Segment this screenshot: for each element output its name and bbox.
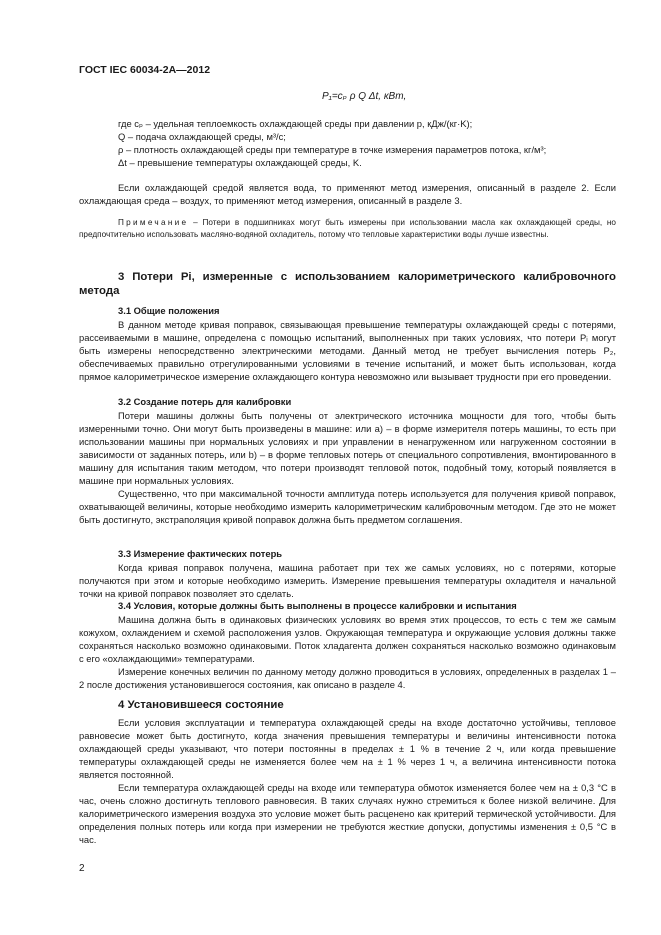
subsection-3-3-title: 3.3 Измерение фактических потерь <box>118 548 283 559</box>
paragraph: Если температура охлаждающей среды на входе или температура обмоток изменяется более чем на ± 0,3 °C в час, очень сложно достигнуть теплового равновесия. В таких случаях нужно стремиться к более низкой величине. Для калориметрического измерения воздуха это условие может быть расценено как критерий термической устойчивости. Для определения полных потерь или когда при измерении не требуются жесткие допуски, допустимы изменения ± 0,5 °C в час. <box>79 782 616 845</box>
subsection-3-3-body <box>79 561 616 600</box>
standard-header: ГОСТ IEC 60034-2А—2012 <box>79 64 211 76</box>
paragraph: Потери машины должны быть получены от электрического источника мощности для того, чтобы быть измеренными точно. Они могут быть произведены в машине: или a) – в форме измерителя потерь машины, то есть при использовании машины при нормальных условиях и при управлении в ненагруженном или нагруженном состоянии в зависимости от заданных потерь, или b) – в форме тепловых потерь от специального сопротивления, вмонтированного в машину для испытания таким методом, что потери производят тепловой поток, подобный тому, который появляется в машине при нормальных условиях. <box>79 410 616 486</box>
variable-definitions <box>118 117 618 169</box>
definition-q: Q – подача охлаждающей среды, м³/с; <box>118 131 286 142</box>
paragraph: Существенно, что при максимальной точности амплитуда потерь используется для получения кривой поправок, охватывающей величины, которые необходимо измерить калориметрическим калибровочным методом. Где это не может быть достигнуто, экстраполяция кривой поправок должна быть предметом соглашения. <box>79 488 616 525</box>
subsection-3-2-body <box>79 409 616 526</box>
paragraph: Когда кривая поправок получена, машина работает при тех же самых условиях, но с потерями, которые получаются при этом и которые необходимо измерить. Измерение превышения температуры охладителя и начальной точки на кривой поправок позволяет это сделать. <box>79 562 616 599</box>
section-3-title: 3 Потери Pi, измеренные с использованием калориметрического калибровочного метода <box>79 271 616 297</box>
section-4-title: 4 Установившееся состояние <box>118 699 284 711</box>
paragraph: Машина должна быть в одинаковых физических условиях во время этих процессов, то есть с тем же самым кожухом, охлаждением и схемой расположения узлов. Окружающая температура и окружающие условия должны также сохраняться насколько возможно одинаковыми. Поток хладагента должен сохраняться насколько возможно одинаковым с его «охлаждающими» температурами. <box>79 614 616 664</box>
note-label: Примечание <box>118 218 189 227</box>
subsection-3-4-title: 3.4 Условия, которые должны быть выполнены в процессе калибровки и испытания <box>118 600 517 611</box>
section-4-body <box>79 716 616 846</box>
definition-rho: ρ – плотность охлаждающей среды при температуре в точке измерения параметров потока, кг/м³; <box>118 144 547 155</box>
formula: P₁=cₚ ρ Q Δt, кВт, <box>322 91 407 102</box>
note-block <box>79 217 616 240</box>
paragraph: Если условия эксплуатации и температура охлаждающей среды на входе достаточно устойчивы, тепловое равновесие может быть достигнуто, когда значения превышения температуры и величины интенсивности потока охлаждающей среды указывают, что потери постоянны в пределах ± 1 % в течение 2 ч, или когда превышение температуры охлаждающей среды не изменяется более чем на ± 1 % через 1 ч, а величина интенсивности потока является постоянной. <box>79 717 616 780</box>
subsection-3-4-body <box>79 613 616 691</box>
paragraph: В данном методе кривая поправок, связывающая превышение температуры охлаждающей среды с потерями, рассеиваемыми в машине, определена с помощью испытаний, выполненных при таких условиях, что потери Pᵢ могут быть измерены непосредственно электрическими методами. Данный метод не требует вычисления потерь P₂, обеспечиваемых правильно отрегулированными условиями в течение испытаний, и может быть использован, когда прямое калориметрическое измерение охлаждающего контура невозможно или вызывает трудности при его проведении. <box>79 319 616 382</box>
paragraph: Измерение конечных величин по данному методу должно проводиться в условиях, определенных в разделах 1 – 2 после достижения установившегося состояния, как описано в разделе 4. <box>79 666 616 690</box>
subsection-3-1-body <box>79 318 616 383</box>
intro-block <box>79 181 616 207</box>
subsection-3-1-title: 3.1 Общие положения <box>118 305 220 316</box>
definition-dt: Δt – превышение температуры охлаждающей среды, K. <box>118 157 362 168</box>
definition-cp: где cₚ – удельная теплоемкость охлаждающей среды при давлении p, кДж/(кг·K); <box>118 118 473 129</box>
note-text: – Потери в подшипниках могут быть измерены при использовании масла как охлаждающей среды, но предпочтительно использовать масляно-водяной охладитель, потому что тепловые характеристики воды лучше известны. <box>79 218 616 239</box>
subsection-3-2-title: 3.2 Создание потерь для калибровки <box>118 396 292 407</box>
intro-paragraph: Если охлаждающей средой является вода, то применяют метод измерения, описанный в разделе 2. Если охлаждающая среда – воздух, то применяют метод измерения, описанный в разделе 3. <box>79 182 616 206</box>
page-number: 2 <box>79 863 85 874</box>
